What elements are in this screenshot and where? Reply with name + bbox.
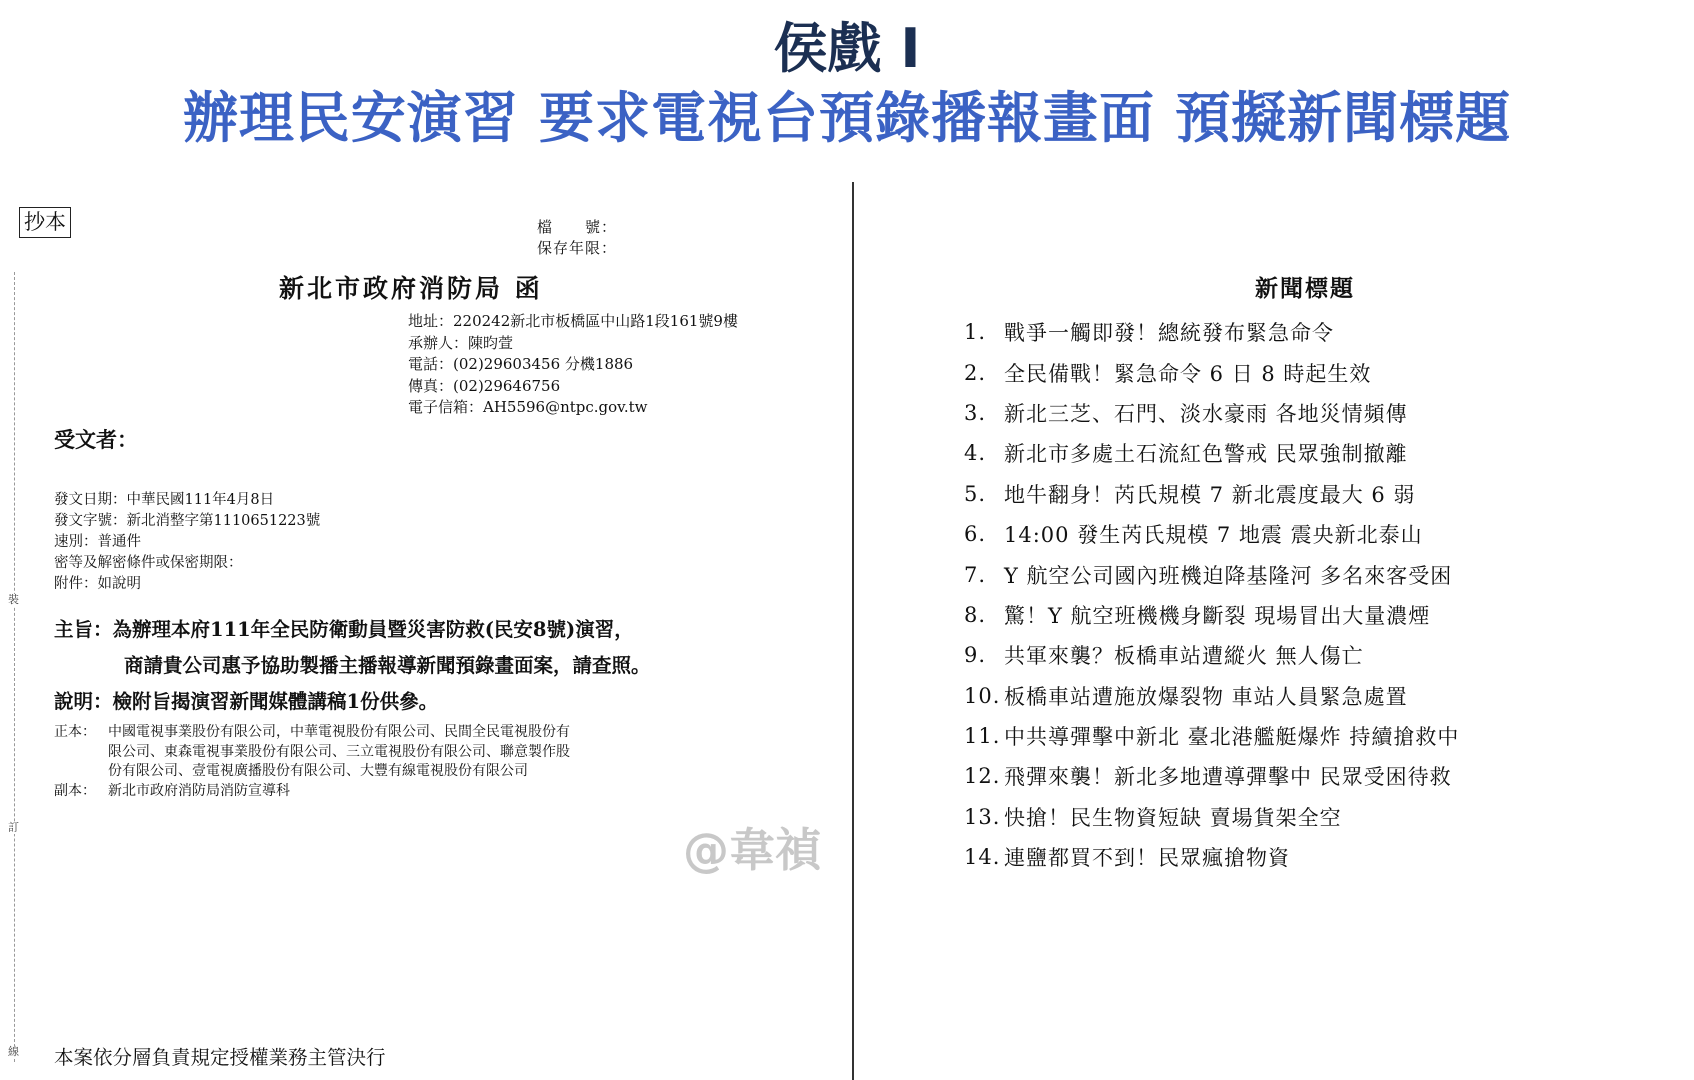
center-divider: [852, 182, 854, 1080]
header-title: 侯戲 I: [773, 17, 921, 80]
watermark: @韋禎: [683, 823, 821, 877]
news-item-number: 10.: [964, 683, 1001, 708]
news-item-text: 新北三芝、石門、淡水豪雨 各地災情頻傳: [1004, 401, 1408, 426]
binding-mark: 線: [8, 1045, 19, 1058]
news-item-number: 8.: [964, 602, 987, 627]
news-item: [964, 797, 1684, 837]
news-item-number: 5.: [964, 481, 987, 506]
email-line: 電子信箱：AH5596@ntpc.gov.tw: [408, 398, 648, 416]
news-item-text: 連鹽都買不到！民眾瘋搶物資: [1004, 846, 1290, 871]
issue-date: 發文日期：中華民國111年4月8日: [54, 492, 275, 508]
retention-label: 保存年限：: [537, 239, 618, 257]
footer-note: 本案依分層負責規定授權業務主管決行: [54, 1046, 386, 1069]
speed-class: 速別：普通件: [54, 534, 141, 550]
news-item: [964, 635, 1684, 675]
news-item: [964, 554, 1684, 594]
news-item-number: 12.: [964, 764, 1001, 789]
recipient-label: 受文者：: [54, 427, 138, 452]
news-item-number: 7.: [964, 562, 987, 587]
news-list: [964, 312, 1684, 877]
fax-line: 傳真：(02)29646756: [408, 376, 561, 395]
news-item-number: 14.: [964, 845, 1001, 870]
news-item: [964, 393, 1684, 433]
meta-block: [54, 490, 320, 595]
news-item: [964, 433, 1684, 473]
news-item-text: 地牛翻身！芮氏規模 7 新北震度最大 6 弱: [1004, 482, 1416, 507]
phone-line: 電話：(02)29603456 分機1886: [408, 355, 634, 373]
binding-line: [14, 272, 15, 1062]
news-item: [964, 676, 1684, 716]
news-item-text: 驚！Y 航空班機機身斷裂 現場冒出大量濃煙: [1004, 603, 1431, 628]
handler-line: 承辦人：陳昀萱: [408, 333, 514, 352]
cc-recipient: 新北市政府消防局消防宣導科: [108, 782, 290, 799]
news-item: [964, 756, 1684, 796]
news-item-text: 飛彈來襲！新北多地遭導彈擊中 民眾受困待救: [1004, 765, 1452, 790]
main-recipients-line: 限公司、東森電視事業股份有限公司、三立電視股份有限公司、聯意製作股: [108, 743, 570, 760]
attachment: 附件：如說明: [54, 576, 141, 592]
news-item: [964, 595, 1684, 635]
header-subtitle: 辦理民安演習 要求電視台預錄播報畫面 預擬新聞標題: [182, 86, 1512, 150]
news-item: [964, 312, 1684, 352]
news-item: [964, 837, 1684, 877]
news-item-number: 11.: [964, 724, 1001, 749]
news-item: [964, 474, 1684, 514]
news-item-text: 全民備戰！緊急命令 6 日 8 時起生效: [1004, 361, 1372, 386]
news-item-text: 14:00 發生芮氏規模 7 地震 震央新北泰山: [1004, 523, 1423, 548]
description: 說明：檢附旨揭演習新聞媒體講稿1份供參。: [54, 690, 439, 713]
news-item-number: 13.: [964, 804, 1001, 829]
news-item-text: 板橋車站遭施放爆裂物 車站人員緊急處置: [1004, 684, 1408, 709]
file-number-label: 檔 號：: [537, 218, 618, 236]
document-number: 發文字號：新北消整字第1110651223號: [54, 513, 321, 529]
subject-block: [54, 612, 814, 684]
distribution-block: [54, 723, 570, 801]
news-title: 新聞標題: [1255, 275, 1355, 302]
main-recipients-line: 中國電視事業股份有限公司，中華電視股份有限公司、民間全民電視股份有: [108, 724, 570, 740]
news-item-number: 3.: [964, 400, 987, 425]
subject-line: 主旨：為辦理本府111年全民防衛動員暨災害防救(民安8號)演習，: [54, 618, 634, 641]
main-recipients-label: 正本：: [54, 724, 96, 740]
contact-block: [408, 311, 738, 419]
news-item-number: 4.: [964, 441, 987, 466]
org-title: 新北市政府消防局 函: [279, 274, 543, 303]
main-recipients-line: 份有限公司、壹電視廣播股份有限公司、大豐有線電視股份有限公司: [108, 763, 528, 779]
news-item-text: 中共導彈擊中新北 臺北港艦艇爆炸 持續搶救中: [1004, 725, 1460, 750]
news-item-number: 6.: [964, 522, 987, 547]
news-item-number: 2.: [964, 360, 987, 385]
news-item-text: 快搶！民生物資短缺 賣場貨架全空: [1004, 805, 1342, 830]
subject-line: 商請貴公司惠予協助製播主播報導新聞預錄畫面案，請查照。: [124, 654, 651, 677]
news-item-number: 1.: [964, 320, 987, 345]
cc-label: 副本：: [54, 782, 96, 799]
news-item: [964, 716, 1684, 756]
news-item-number: 9.: [964, 643, 987, 668]
binding-mark: 訂: [8, 821, 19, 834]
news-item: [964, 514, 1684, 554]
confidentiality: 密等及解密條件或保密期限：: [54, 555, 243, 571]
news-item-text: 共軍來襲？板橋車站遭縱火 無人傷亡: [1004, 644, 1364, 669]
news-item: [964, 352, 1684, 392]
copy-stamp: 抄本: [19, 207, 71, 238]
file-number-block: [537, 217, 617, 259]
address-line: 地址：220242新北市板橋區中山路1段161號9樓: [408, 312, 738, 330]
news-item-text: 戰爭一觸即發！總統發布緊急命令: [1004, 321, 1334, 346]
news-item-text: 新北市多處土石流紅色警戒 民眾強制撤離: [1004, 442, 1408, 467]
news-item-text: Y 航空公司國內班機迫降基隆河 多名來客受困: [1004, 563, 1453, 588]
binding-mark: 裝: [8, 593, 19, 606]
